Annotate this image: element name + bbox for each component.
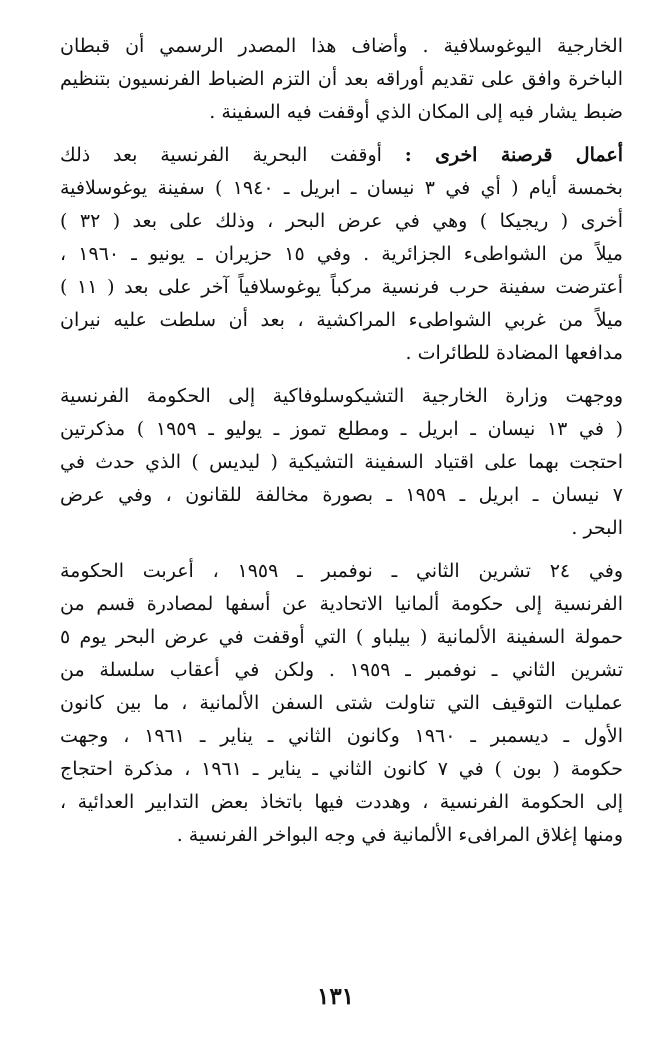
text-line: وفي ٢٤ تشرين الثاني ـ نوفمبر ـ ١٩٥٩ ، أعربت الحكومة (60, 560, 623, 582)
text-line: الأول ـ ديسمبر ـ ١٩٦٠ وكانون الثاني ـ يناير ـ ١٩٦١ ، وجهت (60, 725, 624, 747)
text-line (60, 139, 623, 172)
text-line: ٧ نيسان ـ ابريل ـ ١٩٥٩ ـ بصورة مخالفة للقانون ، وفي عرض (60, 484, 623, 506)
text-line: ومنها إغلاق المرافىء الألمانية في وجه البواخر الفرنسية . (176, 824, 623, 846)
text-line: ( في ١٣ نيسان ـ ابريل ـ ومطلع تموز ـ يوليو ـ ١٩٥٩ ) مذكرتين (60, 418, 623, 440)
paragraph-3 (60, 380, 623, 545)
text-line: أعترضت سفينة حرب فرنسية مركباً يوغوسلافياً آخر على بعد ( ١١ ) (60, 276, 623, 298)
text-line: ضبط يشار فيه إلى المكان الذي أوقفت فيه السفينة . (209, 101, 623, 123)
body-text (60, 30, 623, 852)
text-line: ووجهت وزارة الخارجية التشيكوسلوفاكية إلى الحكومة الفرنسية (60, 385, 623, 407)
text-line: ميلاً من غربي الشواطىء المراكشية ، بعد أن سلطت عليه نيران (60, 309, 623, 331)
text-line: البحر . (571, 517, 623, 539)
text-line: إلى الحكومة الفرنسية ، وهددت فيها باتخاذ بعض التدابير العدائية ، (60, 791, 623, 813)
paragraph-4 (60, 555, 623, 852)
page-number: ١٣١ (316, 983, 355, 1010)
text-line: مدافعها المضادة للطائرات . (405, 342, 623, 364)
paragraph-2 (60, 139, 623, 370)
text-line: حمولة السفينة الألمانية ( بيلباو ) التي أوقفت في عرض البحر يوم ٥ (60, 626, 623, 648)
text-run: أوقفت البحرية الفرنسية بعد ذلك (60, 144, 405, 166)
paragraph-1 (60, 30, 623, 129)
text-line: بخمسة أيام ( أي في ٣ نيسان ـ ابريل ـ ١٩٤٠ ) سفينة يوغوسلافية (60, 177, 623, 199)
section-heading: أعمال قرصنة اخرى : (404, 144, 623, 166)
text-line: أخرى ( ريجيكا ) وهي في عرض البحر ، وذلك على بعد ( ٣٢ ) (60, 210, 623, 232)
text-line: عمليات التوقيف التي تناولت شتى السفن الألمانية ، ما بين كانون (60, 692, 623, 714)
text-line: الخارجية اليوغوسلافية . وأضاف هذا المصدر الرسمي أن قبطان (60, 35, 623, 57)
text-line: الفرنسية إلى حكومة ألمانيا الاتحادية عن أسفها لمصادرة قسم من (60, 593, 623, 615)
text-line: ميلاً من الشواطىء الجزائرية . وفي ١٥ حزيران ـ يونيو ـ ١٩٦٠ ، (60, 243, 623, 265)
text-line: حكومة ( بون ) في ٧ كانون الثاني ـ يناير ـ ١٩٦١ ، مذكرة احتجاج (60, 758, 624, 780)
text-line: تشرين الثاني ـ نوفمبر ـ ١٩٥٩ . ولكن في أعقاب سلسلة من (60, 659, 624, 681)
text-line: احتجت بهما على اقتياد السفينة التشيكية ( ليديس ) الذي حدث في (60, 451, 623, 473)
text-line: الباخرة وافق على تقديم أوراقه بعد أن التزم الضباط الفرنسيون بتنظيم (60, 68, 623, 90)
